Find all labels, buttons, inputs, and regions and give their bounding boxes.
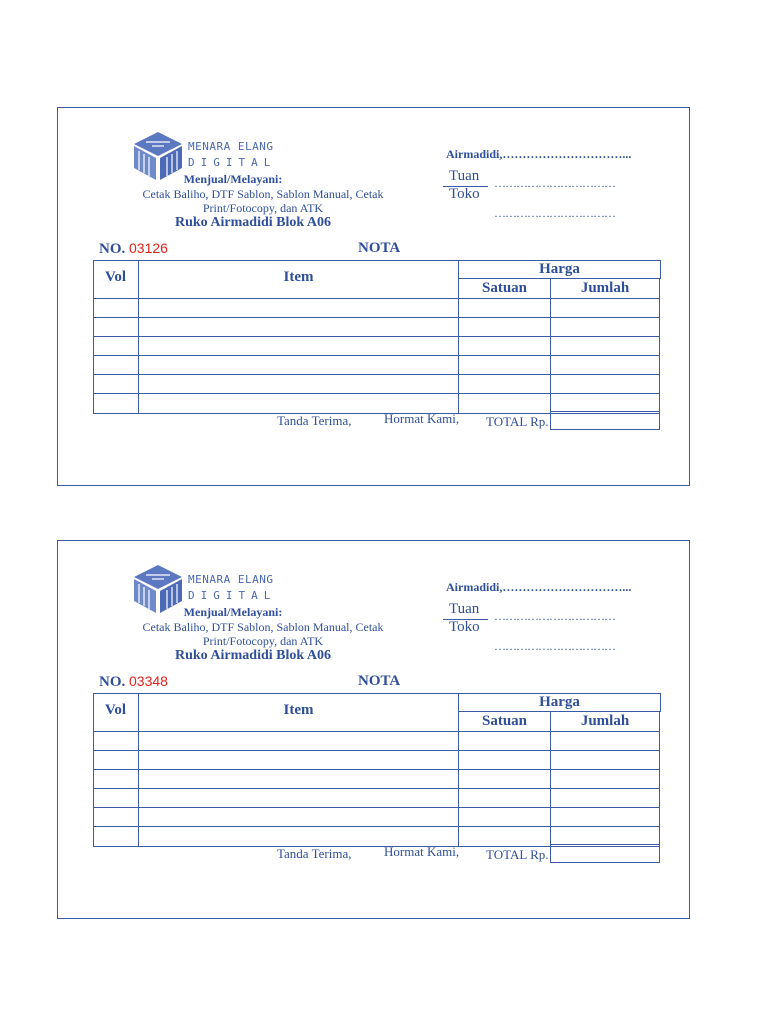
services-list: Cetak Baliho, DTF Sablon, Sablon Manual, Cetak Print/Fotocopy, dan ATK xyxy=(142,187,384,215)
total-label: TOTAL Rp. xyxy=(486,414,549,429)
column-jumlah: Jumlah xyxy=(580,713,630,729)
brand-name-line1: MENARA ELANG xyxy=(188,573,274,586)
customer-address-line: …………………………… xyxy=(494,639,615,653)
column-satuan: Satuan xyxy=(481,713,528,729)
shop-address: Ruko Airmadidi Blok A06 xyxy=(175,215,331,230)
place-date-field: Airmadidi,…………………………... xyxy=(446,580,632,594)
invoice-number xyxy=(99,673,168,691)
tuan-label: Tuan xyxy=(449,601,480,617)
services-title: Menjual/Melayani: xyxy=(183,605,283,619)
invoice-number-value: 03348 xyxy=(129,673,168,689)
nota-title: NOTA xyxy=(358,673,401,689)
tanda-terima-label: Tanda Terima, xyxy=(277,846,352,861)
invoice-number-label: NO. xyxy=(99,674,126,690)
hormat-kami-label: Hormat Kami, xyxy=(384,411,460,426)
brand-name-line1: MENARA ELANG xyxy=(188,140,274,153)
column-harga: Harga xyxy=(539,261,580,277)
customer-name-line: …………………………… xyxy=(494,609,615,623)
shop-address: Ruko Airmadidi Blok A06 xyxy=(175,648,331,663)
invoice-number xyxy=(99,240,168,258)
column-jumlah: Jumlah xyxy=(580,280,630,296)
nota-title: NOTA xyxy=(358,240,401,256)
toko-label: Toko xyxy=(449,186,480,202)
nota-card-2 xyxy=(57,540,690,919)
customer-name-line: …………………………… xyxy=(494,176,615,190)
place-date-field: Airmadidi,…………………………... xyxy=(446,147,632,161)
column-harga: Harga xyxy=(539,694,580,710)
column-item: Item xyxy=(283,702,314,718)
toko-label: Toko xyxy=(449,619,480,635)
column-satuan: Satuan xyxy=(481,280,528,296)
items-table xyxy=(93,693,660,848)
total-label: TOTAL Rp. xyxy=(486,847,549,862)
invoice-number-value: 03126 xyxy=(129,240,168,256)
column-vol: Vol xyxy=(104,702,127,718)
column-vol: Vol xyxy=(104,269,127,285)
items-table xyxy=(93,260,660,415)
nota-card-1 xyxy=(57,107,690,486)
hormat-kami-label: Hormat Kami, xyxy=(384,844,460,859)
services-title: Menjual/Melayani: xyxy=(183,172,283,186)
column-item: Item xyxy=(283,269,314,285)
brand-name-line2: DIGITAL xyxy=(188,589,277,602)
services-list: Cetak Baliho, DTF Sablon, Sablon Manual, Cetak Print/Fotocopy, dan ATK xyxy=(142,620,384,648)
total-amount-box xyxy=(550,411,660,430)
customer-address-line: …………………………… xyxy=(494,206,615,220)
total-amount-box xyxy=(550,844,660,863)
tanda-terima-label: Tanda Terima, xyxy=(277,413,352,428)
tuan-label: Tuan xyxy=(449,168,480,184)
brand-name-line2: DIGITAL xyxy=(188,156,277,169)
invoice-number-label: NO. xyxy=(99,241,126,257)
